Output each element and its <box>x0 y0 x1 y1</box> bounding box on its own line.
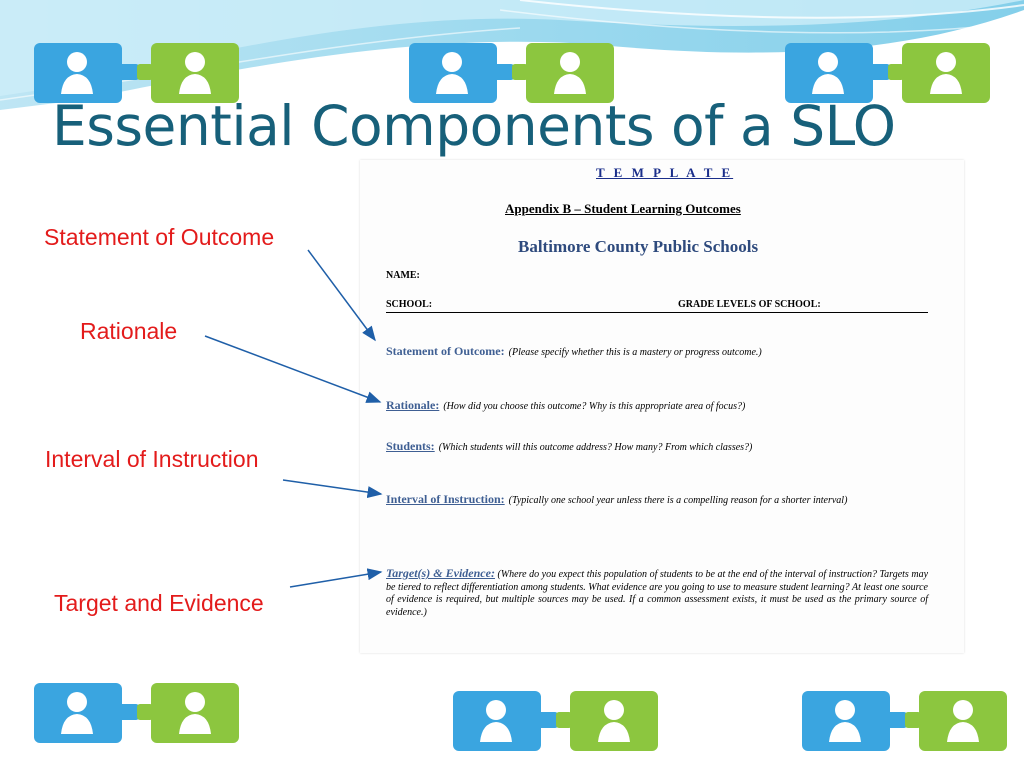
callout-statement-of-outcome: Statement of Outcome <box>44 224 275 250</box>
target-description: (Where do you expect this population of students to be at the end of the interval of instruction? Targets may be tiered to reflect differentiation among students. What evidence are you going to use to measure student learning? At least one source of evidence is required, but multiple sources may be used. If a common assessment exists, it must be used as the primary source of evidence.) <box>386 569 929 618</box>
school-label: SCHOOL: <box>386 299 433 310</box>
arrow-target <box>290 572 381 587</box>
rationale-description: (How did you choose this outcome? Why is this appropriate area of focus?) <box>443 401 746 412</box>
appendix-title: Appendix B – Student Learning Outcomes <box>505 201 741 216</box>
arrow-interval <box>283 480 381 494</box>
statement-heading: Statement of Outcome: <box>386 344 505 358</box>
grade-levels-label: GRADE LEVELS OF SCHOOL: <box>678 299 821 310</box>
arrow-rationale <box>205 336 380 402</box>
name-label: NAME: <box>386 270 420 281</box>
rationale-heading: Rationale: <box>386 398 440 412</box>
interval-heading: Interval of Instruction: <box>386 492 505 506</box>
callout-target-and-evidence: Target and Evidence <box>54 590 264 616</box>
school-system-title: Baltimore County Public Schools <box>518 237 759 256</box>
target-heading: Target(s) & Evidence: <box>386 566 495 580</box>
students-description: (Which students will this outcome address? How many? From which classes?) <box>438 442 753 453</box>
statement-description: (Please specify whether this is a mastery or progress outcome.) <box>508 347 762 358</box>
slide-title: Essential Components of a SLO <box>52 94 896 158</box>
callout-rationale: Rationale <box>80 318 178 344</box>
template-label: T E M P L A T E <box>596 165 734 180</box>
students-heading: Students: <box>386 439 435 453</box>
arrow-statement <box>308 250 375 340</box>
callout-interval-of-instruction: Interval of Instruction <box>45 446 259 472</box>
interval-description: (Typically one school year unless there is a compelling reason for a shorter interval) <box>508 495 848 506</box>
